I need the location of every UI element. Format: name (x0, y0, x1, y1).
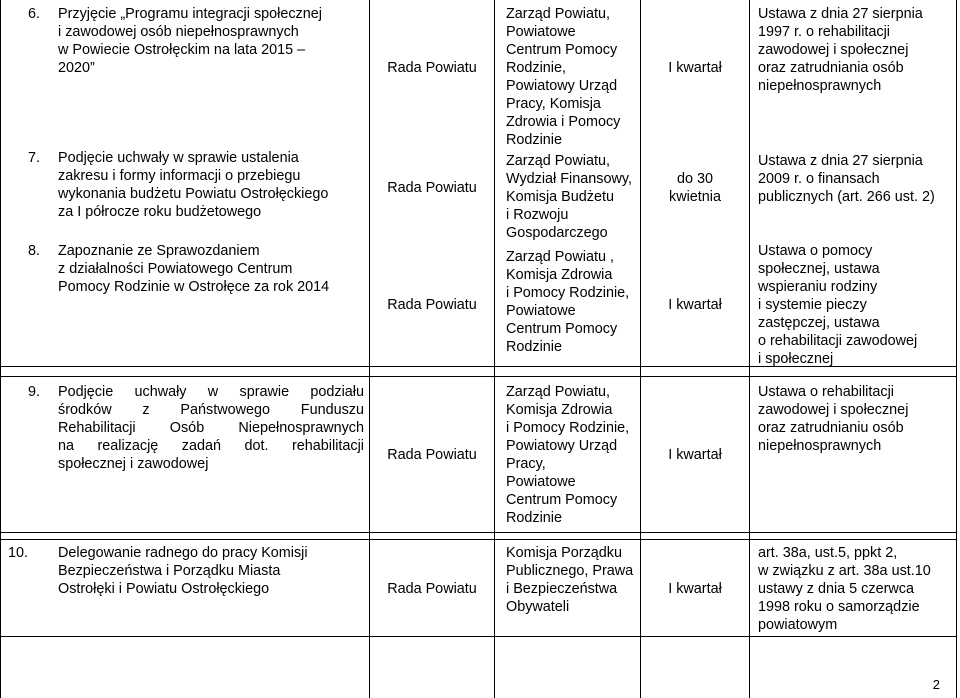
responsible-unit-line: Pracy, Komisja (506, 96, 601, 112)
deadline-line: I kwartał (668, 60, 722, 76)
responsible-units (506, 152, 638, 242)
legal-basis (758, 383, 954, 455)
responsible-units (506, 248, 638, 356)
task-title-line: zakresu i formy informacji o przebiegu (58, 168, 301, 184)
legal-basis-line: Ustawa z dnia 27 sierpnia (758, 6, 923, 22)
responsible-unit-line: i Rozwoju (506, 207, 569, 223)
row-number: 7. (28, 150, 41, 166)
responsible-unit-line: Powiatowe (506, 474, 576, 490)
responsible-organ: Rada Powiatu (387, 447, 477, 463)
task-title-line: wykonania budżetu Powiatu Ostrołęckiego (58, 186, 329, 202)
task-title (58, 383, 364, 473)
deadline-line: I kwartał (668, 297, 722, 313)
responsible-unit-line: Powiatowe (506, 303, 576, 319)
row-number: 9. (28, 384, 41, 400)
legal-basis-line: wspieraniu rodziny (758, 279, 878, 295)
table-bottom-border (0, 636, 957, 637)
responsible-unit-line: i Pomocy Rodzinie, (506, 420, 630, 436)
responsible-unit-line: i Pomocy Rodzinie, (506, 285, 630, 301)
legal-basis-line: publicznych (art. 266 ust. 2) (758, 189, 935, 205)
responsible-unit-line: Zarząd Powiatu, (506, 6, 610, 22)
task-title (58, 544, 364, 598)
legal-basis (758, 242, 954, 368)
task-title-line: Bezpieczeństwa i Porządku Miasta (58, 563, 281, 579)
page-number: 2 (932, 677, 940, 692)
task-title-line: i zawodowej osób niepełnosprawnych (58, 24, 299, 40)
table-border-left (0, 0, 1, 698)
responsible-unit-line: Komisja Zdrowia (506, 402, 613, 418)
task-title-line: Rehabilitacji Osób Niepełnosprawnych (58, 420, 364, 436)
responsible-units (506, 383, 638, 527)
row-divider (0, 376, 957, 377)
legal-basis (758, 152, 954, 206)
deadline (641, 59, 749, 77)
legal-basis-line: art. 38a, ust.5, ppkt 2, (758, 545, 898, 561)
responsible-organ: Rada Powiatu (387, 581, 477, 597)
responsible-unit-line: Gospodarczego (506, 225, 608, 241)
row-number: 8. (28, 243, 41, 259)
responsible-unit-line: Zarząd Powiatu , (506, 249, 614, 265)
legal-basis-line: 1997 r. o rehabilitacji (758, 24, 890, 40)
responsible-unit-line: Rodzinie, (506, 60, 566, 76)
responsible-unit-line: Powiatowe (506, 24, 576, 40)
legal-basis (758, 5, 954, 95)
responsible-unit-line: Komisja Budżetu (506, 189, 614, 205)
responsible-units (506, 5, 638, 149)
deadline (641, 580, 749, 598)
responsible-unit-line: Zarząd Powiatu, (506, 384, 610, 400)
responsible-unit-line: i Bezpieczeństwa (506, 581, 618, 597)
task-title-line: Podjęcie uchwały w sprawie ustalenia (58, 150, 299, 166)
task-title-line: Zapoznanie ze Sprawozdaniem (58, 243, 260, 259)
task-title-line: środków z Państwowego Funduszu (58, 402, 364, 418)
row-divider (0, 539, 957, 540)
legal-basis-line: 1998 roku o samorządzie (758, 599, 920, 615)
deadline (641, 170, 749, 206)
legal-basis-line: i społecznej (758, 351, 834, 367)
responsible-organ: Rada Powiatu (387, 60, 477, 76)
legal-basis-line: niepełnosprawnych (758, 438, 882, 454)
row-divider (0, 532, 957, 533)
task-title (58, 242, 364, 296)
responsible-unit-line: Rodzinie (506, 339, 562, 355)
deadline-line: kwietnia (669, 189, 721, 205)
legal-basis-line: zawodowej i społecznej (758, 402, 909, 418)
legal-basis-line: społecznej, ustawa (758, 261, 880, 277)
task-title-line: 2020” (58, 60, 95, 76)
responsible-organ: Rada Powiatu (387, 180, 477, 196)
table-border-right (956, 0, 957, 698)
task-title-line: Pomocy Rodzinie w Ostrołęce za rok 2014 (58, 279, 330, 295)
responsible-unit-line: Centrum Pomocy (506, 321, 618, 337)
responsible-unit-line: Wydział Finansowy, (506, 171, 632, 187)
deadline-line: do 30 (676, 171, 713, 187)
legal-basis-line: i systemie pieczy (758, 297, 867, 313)
deadline-line: I kwartał (668, 581, 722, 597)
responsible-unit-line: Komisja Zdrowia (506, 267, 613, 283)
legal-basis-line: Ustawa o pomocy (758, 243, 873, 259)
task-title-line: Delegowanie radnego do pracy Komisji (58, 545, 308, 561)
task-title-line: społecznej i zawodowej (58, 456, 209, 472)
legal-basis-line: ustawy z dnia 5 czerwca (758, 581, 914, 597)
legal-basis-line: powiatowym (758, 617, 838, 633)
task-title-line: Podjęcie uchwały w sprawie podziału (58, 384, 364, 400)
task-title-line: na realizację zadań dot. rehabilitacji (58, 438, 364, 454)
responsible-unit-line: Zarząd Powiatu, (506, 153, 610, 169)
responsible-unit-line: Rodzinie (506, 132, 562, 148)
legal-basis-line: o rehabilitacji zawodowej (758, 333, 918, 349)
row-number: 10. (8, 545, 29, 561)
responsible-unit-line: Rodzinie (506, 510, 562, 526)
responsible-unit-line: Powiatowy Urząd (506, 78, 618, 94)
task-title-line: z działalności Powiatowego Centrum (58, 261, 293, 277)
responsible-unit-line: Zdrowia i Pomocy (506, 114, 621, 130)
task-title-line: w Powiecie Ostrołęckim na lata 2015 – (58, 42, 306, 58)
task-title (58, 5, 364, 77)
column-divider-basis (749, 0, 750, 698)
deadline (641, 446, 749, 464)
responsible-units (506, 544, 638, 616)
deadline (641, 296, 749, 314)
responsible-organ: Rada Powiatu (387, 297, 477, 313)
row-number: 6. (28, 6, 41, 22)
legal-basis-line: Ustawa z dnia 27 sierpnia (758, 153, 923, 169)
legal-basis (758, 544, 954, 634)
responsible-unit-line: Centrum Pomocy (506, 492, 618, 508)
responsible-unit-line: Powiatowy Urząd (506, 438, 618, 454)
task-title-line: Ostrołęki i Powiatu Ostrołęckiego (58, 581, 270, 597)
column-divider-responsible (494, 0, 495, 698)
responsible-unit-line: Publicznego, Prawa (506, 563, 634, 579)
legal-basis-line: zawodowej i społecznej (758, 42, 909, 58)
legal-basis-line: oraz zatrudniania osób (758, 60, 904, 76)
responsible-unit-line: Centrum Pomocy (506, 42, 618, 58)
legal-basis-line: zastępczej, ustawa (758, 315, 880, 331)
task-title (58, 149, 364, 221)
deadline-line: I kwartał (668, 447, 722, 463)
legal-basis-line: niepełnosprawnych (758, 78, 882, 94)
task-title-line: Przyjęcie „Programu integracji społecznej (58, 6, 322, 22)
responsible-unit-line: Obywateli (506, 599, 570, 615)
legal-basis-line: 2009 r. o finansach (758, 171, 880, 187)
task-title-line: za I półrocze roku budżetowego (58, 204, 262, 220)
responsible-unit-line: Pracy, (506, 456, 546, 472)
legal-basis-line: Ustawa o rehabilitacji (758, 384, 894, 400)
legal-basis-line: w związku z art. 38a ust.10 (758, 563, 931, 579)
legal-basis-line: oraz zatrudnianiu osób (758, 420, 904, 436)
responsible-unit-line: Komisja Porządku (506, 545, 622, 561)
